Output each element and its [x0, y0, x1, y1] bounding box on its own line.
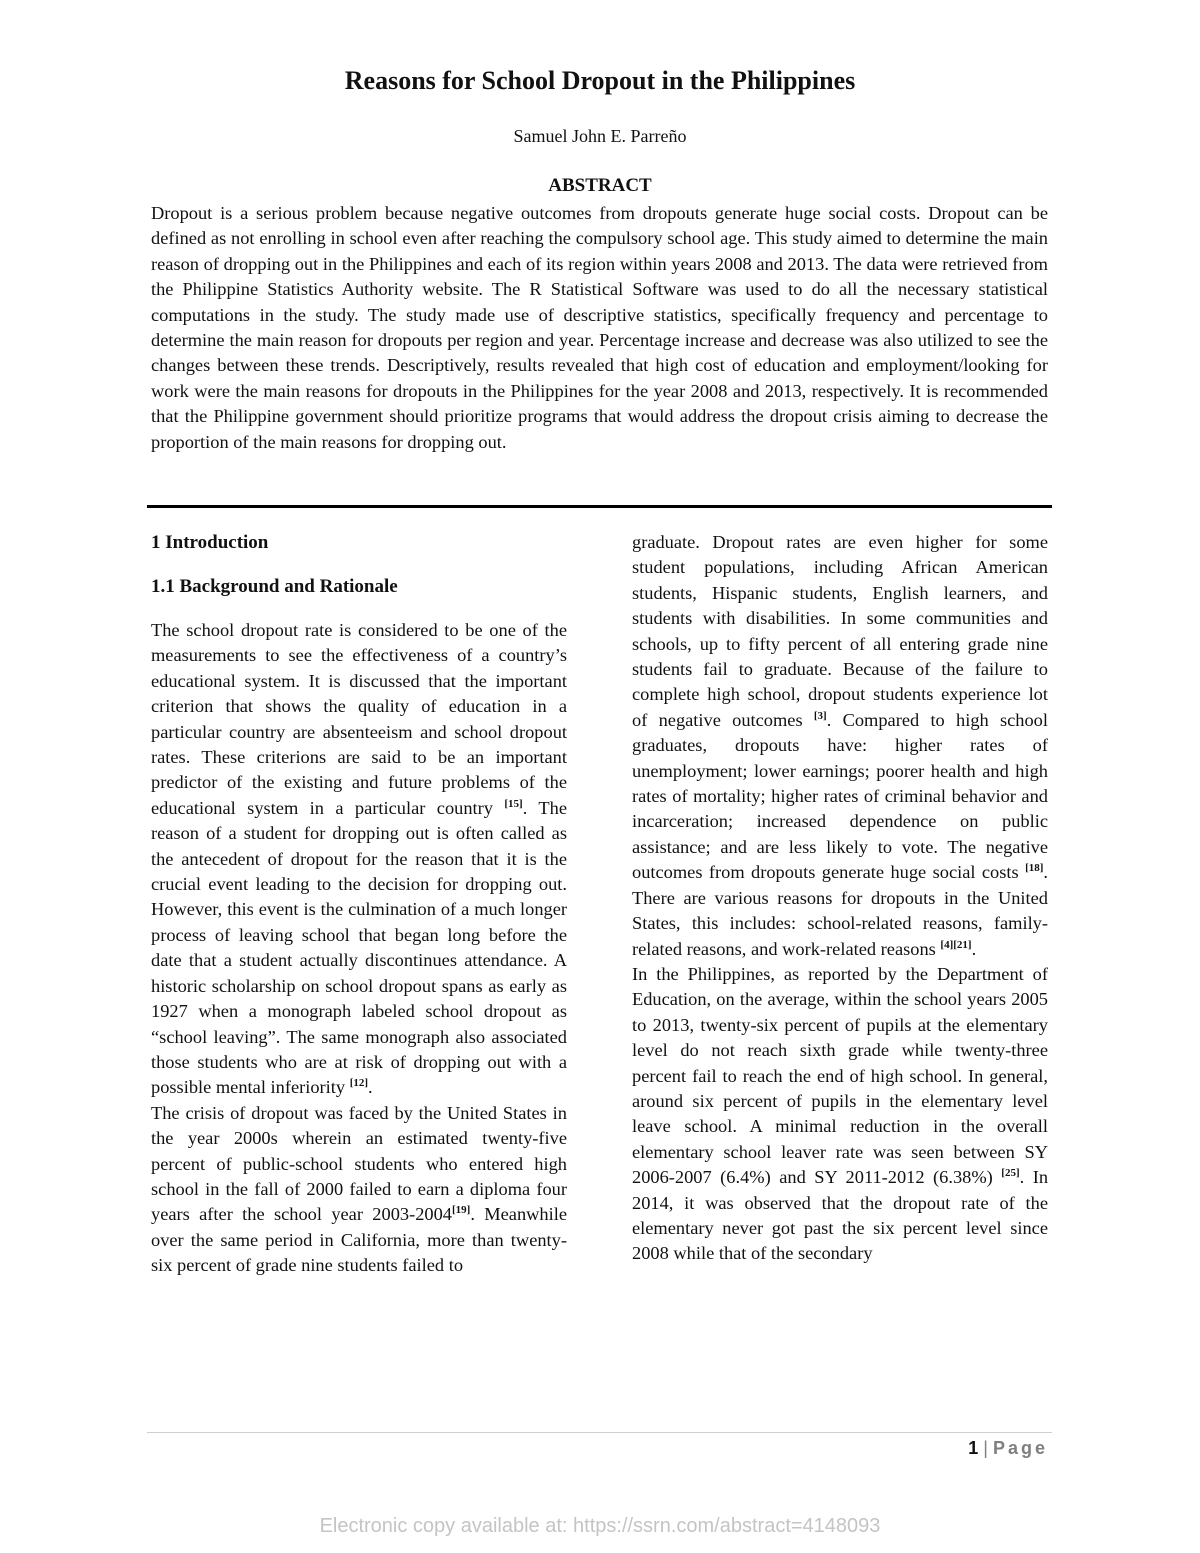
citation[interactable]: [19]: [452, 1204, 471, 1217]
paragraph-2-text: graduate. Dropout rates are even higher for some student populations, including African American students, Hispanic students, English learners, and students with disabilities. In some communities and schools, up to fifty percent of all entering grade nine students fail to graduate. Because of the failure to complete high school, dropout students experience lot of negative outcomes: [632, 532, 1048, 730]
section-heading: 1 Introduction: [151, 532, 269, 553]
body-column-right: [632, 530, 1048, 1267]
paragraph-1-text: .: [368, 1077, 373, 1098]
paragraph-3-text: . In 2014, it was observed that the dropout rate of the elementary never got past the six percent level since 2008 while that of the secondary: [632, 1167, 1049, 1264]
subsection-heading: 1.1 Background and Rationale: [151, 576, 398, 597]
page-separator: |: [983, 1438, 988, 1458]
paragraph-2-text: . There are various reasons for dropouts in the United States, this includes: school-related reasons, family-related reasons, and work-related reasons: [632, 862, 1048, 959]
page-word: Page: [992, 1438, 1048, 1458]
page-number: [968, 1438, 1048, 1459]
ssrn-notice[interactable]: Electronic copy available at: https://ssrn.com/abstract=4148093: [319, 1515, 881, 1537]
paragraph-1-text: The school dropout rate is considered to be one of the measurements to see the effectiveness of a country’s educational system. It is discussed that the important criterion that shows the quality of education in a particular country are absenteeism and school dropout rates. These criterions are said to be an important predictor of the existing and future problems of the educational system in a particular country: [151, 620, 567, 818]
citation[interactable]: [12]: [349, 1077, 369, 1090]
body-column-left: [151, 530, 567, 1279]
abstract-text: Dropout is a serious problem because negative outcomes from dropouts generate huge social costs. Dropout can be defined as not enrolling in school even after reaching the compulsory school age. This study aimed to determine the main reason of dropping out in the Philippines and each of its region within years 2008 and 2013. The data were retrieved from the Philippine Statistics Authority website. The R Statistical Software was used to do all the necessary statistical computations in the study. The study made use of descriptive statistics, specifically frequency and percentage to determine the main reason for dropouts per region and year. Percentage increase and decrease was also utilized to see the changes between these trends. Descriptively, results revealed that high cost of education and employment/looking for work were the main reasons for dropouts in the Philippines for the year 2008 and 2013, respectively. It is recommended that the Philippine government should prioritize programs that would address the dropout crisis aiming to decrease the proportion of the main reasons for dropping out.: [151, 203, 1048, 452]
paragraph-2-text: . Compared to high school graduates, dropouts have: higher rates of unemployment; lower earnings; poorer health and high rates of mortality; higher rates of criminal behavior and incarceration; increased dependence on public assistance; and are less likely to vote. The negative outcomes from dropouts generate huge social costs: [632, 709, 1048, 883]
abstract-divider: [147, 505, 1052, 508]
citation[interactable]: [25]: [1001, 1167, 1020, 1180]
citation[interactable]: [15]: [504, 797, 523, 810]
paragraph-2-text: .: [971, 938, 977, 959]
paragraph-2-text: . Meanwhile over the same period in California, more than twenty-six percent of grade nine students failed to: [151, 1204, 567, 1276]
paragraph-2-text: The crisis of dropout was faced by the United States in the year 2000s wherein an estimated twenty-five percent of public-school students who entered high school in the fall of 2000 failed to earn a diploma four years after the school year 2003-2004: [151, 1102, 567, 1225]
page-number-value: 1: [968, 1438, 979, 1458]
paragraph-3-text: In the Philippines, as reported by the Department of Education, on the average, within the school years 2005 to 2013, twenty-six percent of pupils at the elementary level do not reach sixth grade while twenty-three percent fail to reach the end of high school. In general, around six percent of pupils in the elementary level leave school. A minimal reduction in the overall elementary school leaver rate was seen between SY 2006-2007 (6.4%) and SY 2011-2012 (6.38%): [632, 963, 1048, 1188]
paragraph-1-text: . The reason of a student for dropping out is often called as the antecedent of dropout for the reason that it is the crucial event leading to the decision for dropping out. However, this event is the culmination of a much longer process of leaving school that began long before the date that a student actually discontinues attendance. A historic scholarship on school dropout spans as early as 1927 when a monograph labeled school dropout as “school leaving”. The same monograph also associated those students who are at risk of dropping out with a possible mental inferiority: [151, 797, 567, 1098]
paragraph-2-start: [151, 1101, 567, 1279]
paper-title: Reasons for School Dropout in the Philippines: [344, 66, 856, 95]
paragraph-3: [632, 962, 1048, 1267]
citation[interactable]: [18]: [1025, 862, 1044, 875]
footer-divider: [147, 1432, 1052, 1433]
abstract-heading: ABSTRACT: [548, 175, 652, 196]
paragraph-1: [151, 618, 567, 1101]
author-name: Samuel John E. Parreño: [513, 126, 687, 146]
citation[interactable]: [3]: [813, 709, 827, 722]
paragraph-2-cont: [632, 530, 1048, 962]
citation[interactable]: [4][21]: [940, 938, 972, 951]
